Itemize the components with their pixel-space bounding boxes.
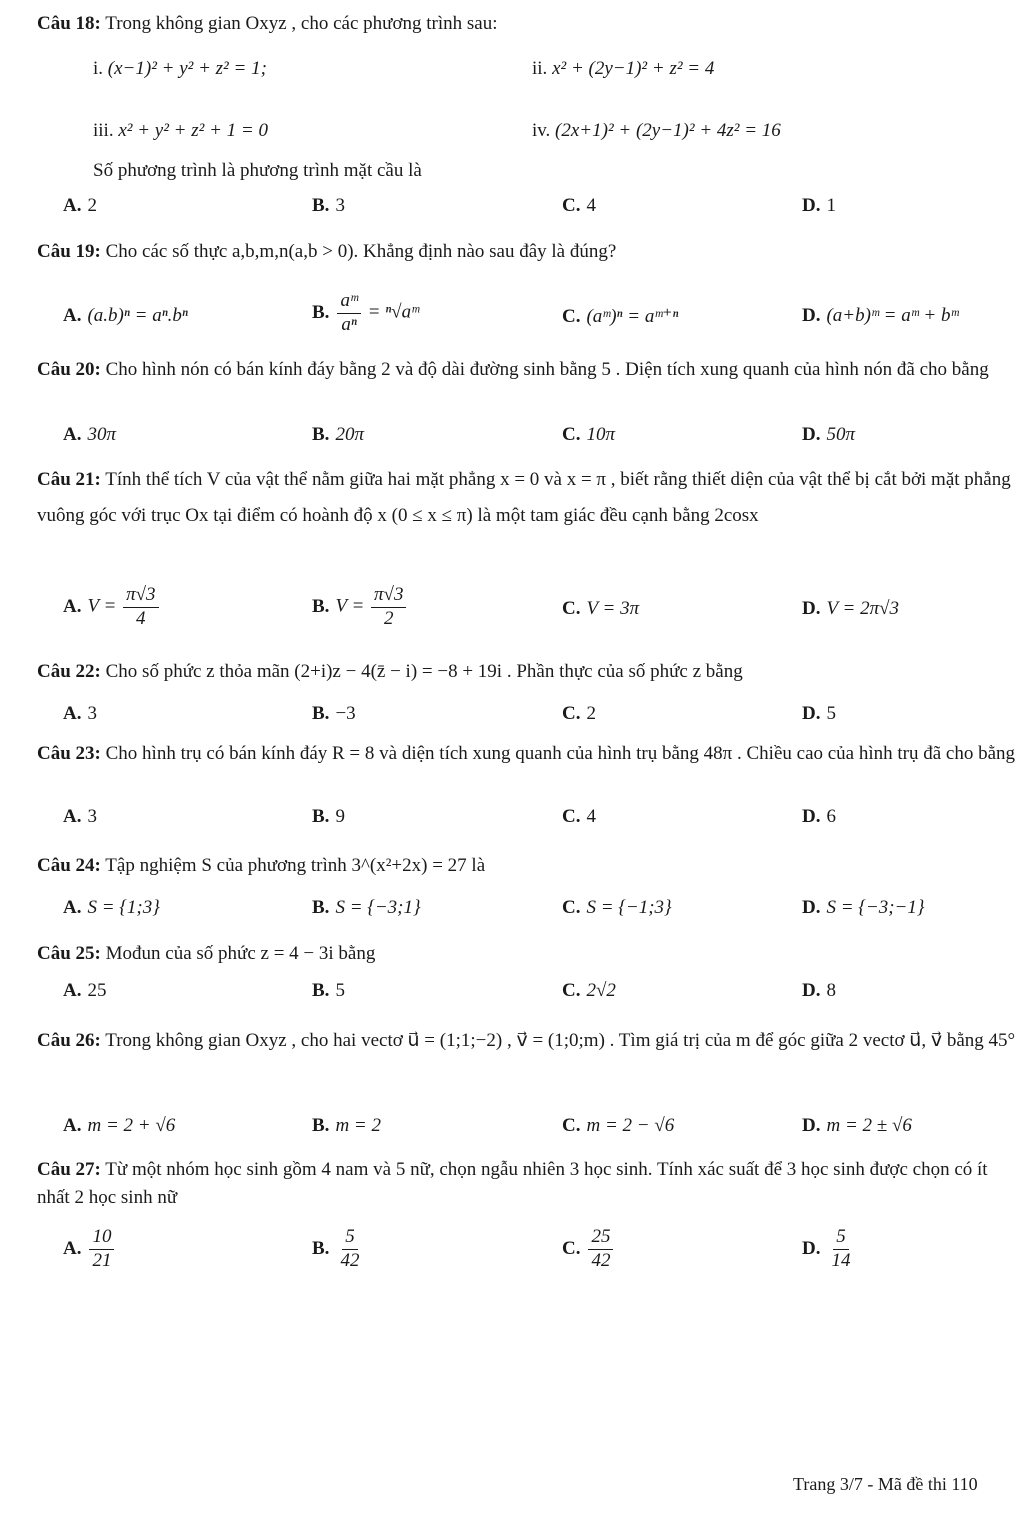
question-22-title: Câu 22:: [37, 661, 101, 682]
q27-option-d-fraction: $\frac{5}{14}$: [831, 1226, 851, 1271]
q25-option-d[interactable]: D. 8: [802, 980, 836, 1001]
q18-subquestion: Số phương trình là phương trình mặt cầu là: [93, 160, 422, 181]
q23-option-b[interactable]: B. 9: [312, 806, 345, 827]
q21-option-a-fraction: $\frac{\pi√3}{4}$: [123, 584, 158, 631]
q21-option-b[interactable]: B. V = $\frac{\pi√3}{2}$: [312, 584, 408, 631]
q21-option-c[interactable]: C. V = 3π: [562, 598, 640, 619]
question-19-text: Cho các số thực a,b,m,n(a,b > 0). Khẳng định nào sau đây là đúng?: [105, 241, 617, 262]
q22-option-a[interactable]: A. 3: [63, 703, 97, 724]
question-24-title: Câu 24:: [37, 855, 101, 876]
question-18-title: Câu 18:: [37, 13, 101, 34]
q24-option-a[interactable]: A. S = {1;3}: [63, 897, 160, 918]
question-26-text: Trong không gian Oxyz , cho hai vectơ u⃗ = (1;1;−2) , v⃗ = (1;0;m) . Tìm giá trị của m để góc giữa 2 vectơ u⃗, v⃗ bằng 45°: [105, 1030, 1016, 1051]
question-27-title: Câu 27:: [37, 1159, 101, 1180]
question-23-text: Cho hình trụ có bán kính đáy R = 8 và diện tích xung quanh của hình trụ bằng 48π . Chiều cao của hình trụ đã cho bằng: [105, 743, 1016, 764]
q23-option-a[interactable]: A. 3: [63, 806, 97, 827]
q27-option-b[interactable]: B. $\frac{5}{42}$: [312, 1226, 364, 1273]
q22-option-d[interactable]: D. 5: [802, 703, 836, 724]
q18-option-b[interactable]: B. 3: [312, 195, 345, 216]
q21-option-a[interactable]: A. V = $\frac{\pi√3}{4}$: [63, 584, 161, 631]
question-25-title: Câu 25:: [37, 943, 101, 964]
q18-option-c[interactable]: C. 4: [562, 195, 596, 216]
q20-option-d[interactable]: D. 50π: [802, 424, 856, 445]
question-18-text: Trong không gian Oxyz , cho các phương trình sau:: [105, 13, 498, 34]
question-20-text: Cho hình nón có bán kính đáy bằng 2 và độ dài đường sinh bằng 5 . Diện tích xung quanh của hình nón đã cho bằng: [105, 359, 989, 380]
q20-option-c[interactable]: C. 10π: [562, 424, 616, 445]
q19-option-b[interactable]: B. $\frac{\text{aᵐ}}{\text{aⁿ}}$ = ⁿ√aᵐ: [312, 290, 420, 335]
q27-option-b-fraction: $\frac{5}{42}$: [340, 1226, 360, 1271]
question-21-text: Tính thể tích V của vật thể nằm giữa hai mặt phẳng x = 0 và x = π , biết rằng thiết diện của vật thể bị cắt bởi mặt phẳng vuông góc với trục Ox tại điểm có hoành độ x (0 ≤ x ≤ π) là một tam giác đều cạnh bằng 2cosx: [37, 469, 1011, 527]
question-22: [37, 658, 1017, 686]
q19-option-b-fraction: $\frac{\text{aᵐ}}{\text{aⁿ}}$: [337, 290, 360, 337]
question-21: [37, 462, 1017, 534]
question-25-text: Mođun của số phức z = 4 − 3i bằng: [105, 943, 376, 964]
q27-option-c-fraction: $\frac{25}{42}$: [588, 1226, 613, 1273]
q25-option-b[interactable]: B. 5: [312, 980, 345, 1001]
question-20: [37, 356, 1017, 384]
question-23-title: Câu 23:: [37, 743, 101, 764]
question-27: [37, 1156, 1017, 1211]
q26-option-c[interactable]: C. m = 2 − √6: [562, 1115, 675, 1136]
question-21-title: Câu 21:: [37, 469, 101, 490]
q26-option-d[interactable]: D. m = 2 ± √6: [802, 1115, 912, 1136]
q19-option-d[interactable]: D. (a+b)ᵐ = aᵐ + bᵐ: [802, 305, 959, 326]
q19-option-c[interactable]: C. (aᵐ)ⁿ = aᵐ⁺ⁿ: [562, 306, 679, 327]
q26-option-b[interactable]: B. m = 2: [312, 1115, 381, 1136]
question-20-title: Câu 20:: [37, 359, 101, 380]
question-26: [37, 1022, 1017, 1059]
q20-option-a[interactable]: A. 30π: [63, 424, 117, 445]
q18-option-a[interactable]: A. 2: [63, 195, 97, 216]
q25-option-c[interactable]: C. 2√2: [562, 980, 616, 1001]
q19-option-a[interactable]: A. (a.b)ⁿ = aⁿ.bⁿ: [63, 305, 188, 326]
q24-option-b[interactable]: B. S = {−3;1}: [312, 897, 421, 918]
question-27-text: Từ một nhóm học sinh gồm 4 nam và 5 nữ, chọn ngẫu nhiên 3 học sinh. Tính xác suất để 3 học sinh được chọn có ít nhất 2 học sinh nữ: [37, 1159, 988, 1208]
q25-option-a[interactable]: A. 25: [63, 980, 107, 1001]
q18-item-ii: ii. x² + (2y−1)² + z² = 4: [532, 58, 715, 79]
q20-option-b[interactable]: B. 20π: [312, 424, 364, 445]
question-22-text: Cho số phức z thỏa mãn (2+i)z − 4(z̄ − i) = −8 + 19i . Phần thực của số phức z bằng: [105, 661, 743, 682]
q22-option-c[interactable]: C. 2: [562, 703, 596, 724]
q23-option-c[interactable]: C. 4: [562, 806, 596, 827]
q26-option-a[interactable]: A. m = 2 + √6: [63, 1115, 176, 1136]
q21-option-b-fraction: $\frac{\pi√3}{2}$: [371, 584, 406, 631]
q18-item-i: i. (x−1)² + y² + z² = 1;: [93, 58, 267, 79]
page-footer: Trang 3/7 - Mã đề thi 110: [793, 1474, 978, 1494]
question-19-title: Câu 19:: [37, 241, 101, 262]
q18-item-iii: iii. x² + y² + z² + 1 = 0: [93, 120, 268, 141]
q18-option-d[interactable]: D. 1: [802, 195, 836, 216]
q27-option-a-fraction: $\frac{10}{21}$: [89, 1226, 114, 1273]
question-19: [37, 238, 1017, 266]
question-24: [37, 852, 1017, 880]
question-18: [37, 10, 1017, 38]
question-23: [37, 740, 1017, 768]
q21-option-d[interactable]: D. V = 2π√3: [802, 598, 900, 619]
q27-option-c[interactable]: C. $\frac{25}{42}$: [562, 1226, 615, 1273]
q22-option-b[interactable]: B. −3: [312, 703, 356, 724]
q27-option-d[interactable]: D. $\frac{5}{14}$: [802, 1226, 855, 1273]
q18-item-iv: iv. (2x+1)² + (2y−1)² + 4z² = 16: [532, 120, 781, 141]
q24-option-c[interactable]: C. S = {−1;3}: [562, 897, 672, 918]
q24-option-d[interactable]: D. S = {−3;−1}: [802, 897, 925, 918]
q23-option-d[interactable]: D. 6: [802, 806, 836, 827]
question-25: [37, 940, 1017, 968]
question-24-text: Tập nghiệm S của phương trình 3^(x²+2x) = 27 là: [105, 855, 486, 876]
question-26-title: Câu 26:: [37, 1030, 101, 1051]
q27-option-a[interactable]: A. $\frac{10}{21}$: [63, 1226, 116, 1273]
